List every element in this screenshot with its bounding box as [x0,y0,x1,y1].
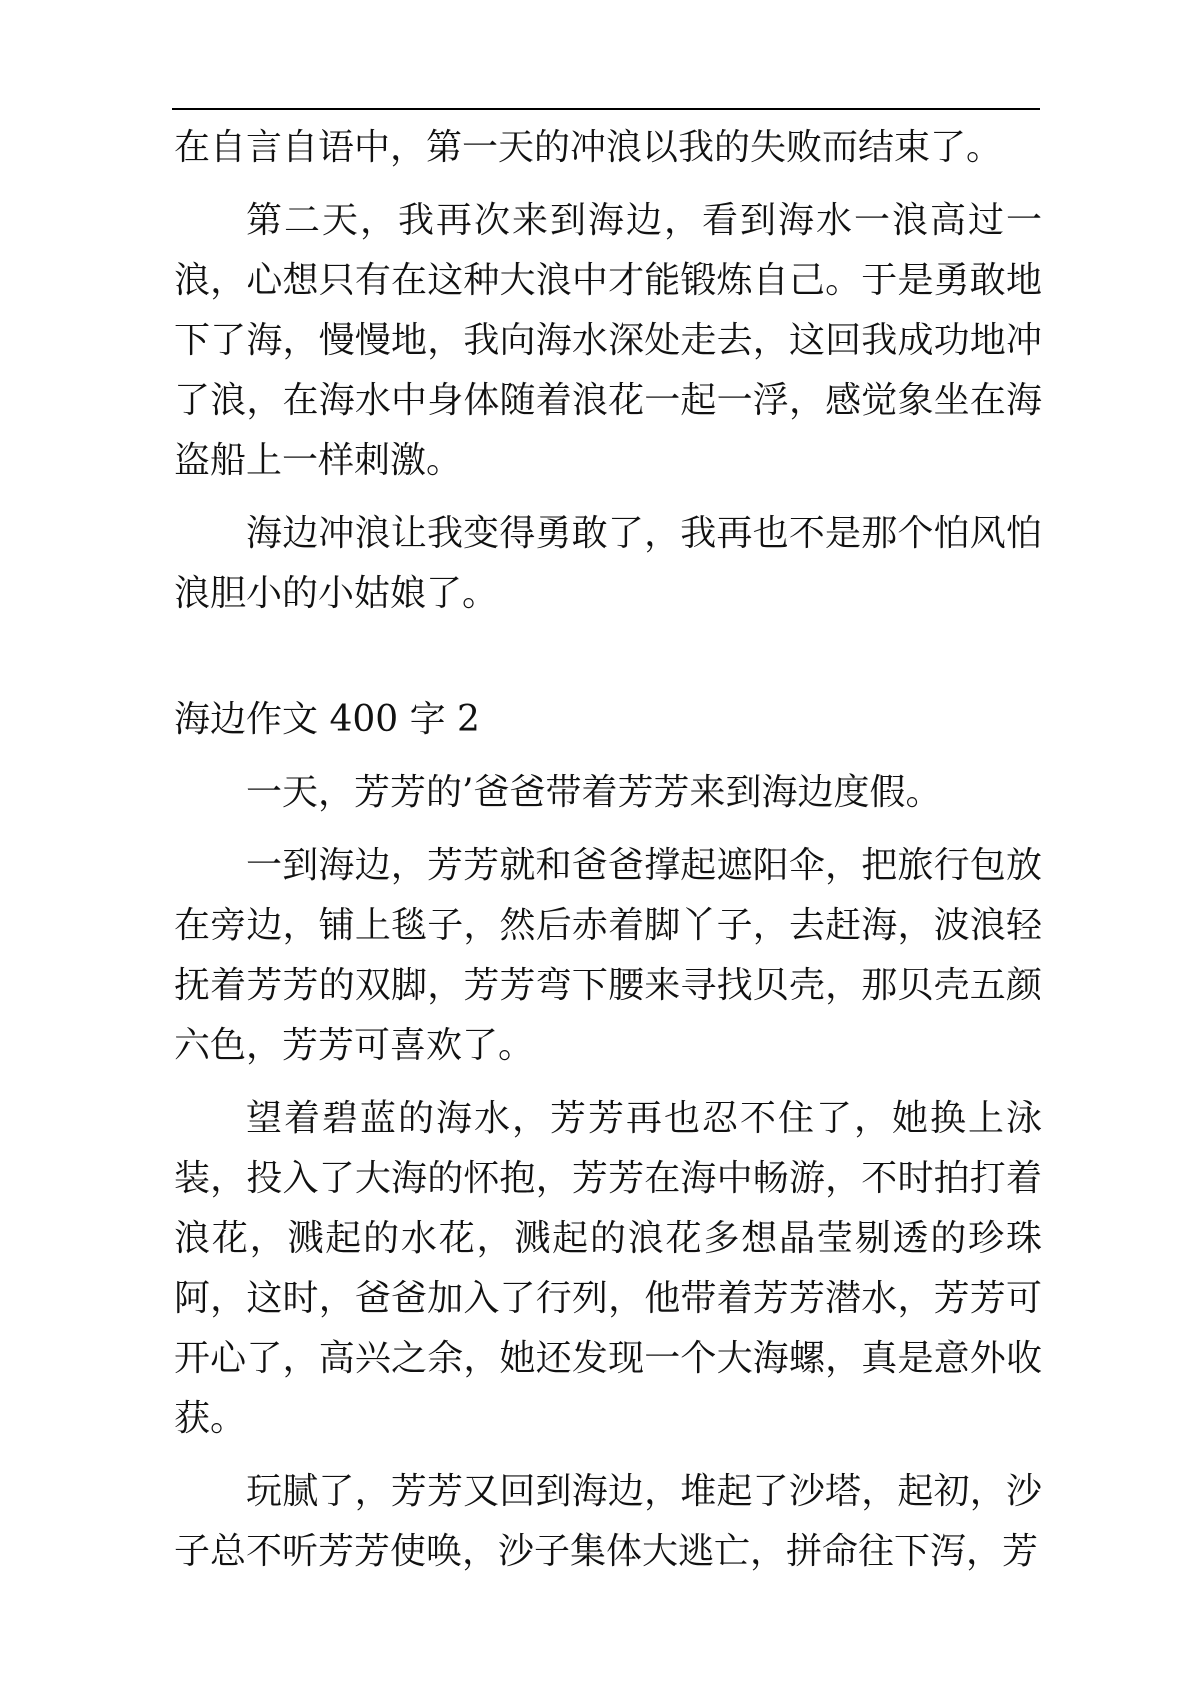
continuation-line: 在自言自语中，第一天的冲浪以我的失败而结束了。 [174,127,1003,168]
essay1-paragraph-1: 第二天，我再次来到海边，看到海水一浪高过一浪，心想只有在这种大浪中才能锻炼自己。于是勇敢地下了海，慢慢地，我向海水深处走去，这回我成功地冲了浪，在海水中身体随着浪花一起一浮，感觉象坐在海盗船上一样刺激。 [174,200,1042,481]
essay2-heading: 海边作文 400 字 2 [174,699,480,740]
essay2-paragraph-4: 玩腻了，芳芳又回到海边，堆起了沙塔，起初，沙子总不听芳芳使唤，沙子集体大逃亡，拼命往下泻，芳 [174,1471,1042,1572]
essay2-paragraph-2: 一到海边，芳芳就和爸爸撑起遮阳伞，把旅行包放在旁边，铺上毯子，然后赤着脚丫子，去赶海，波浪轻抚着芳芳的双脚，芳芳弯下腰来寻找贝壳，那贝壳五颜六色，芳芳可喜欢了。 [174,845,1042,1066]
essay2-paragraph-1: 一天，芳芳的’爸爸带着芳芳来到海边度假。 [246,772,942,813]
header-rule [172,108,1040,110]
essay1-paragraph-2: 海边冲浪让我变得勇敢了，我再也不是那个怕风怕浪胆小的小姑娘了。 [174,513,1042,614]
document-body [174,118,1042,1582]
essay2-paragraph-3: 望着碧蓝的海水，芳芳再也忍不住了，她换上泳装，投入了大海的怀抱，芳芳在海中畅游，不时拍打着浪花，溅起的水花，溅起的浪花多想晶莹剔透的珍珠阿，这时，爸爸加入了行列，他带着芳芳潜水，芳芳可开心了，高兴之余，她还发现一个大海螺，真是意外收获。 [174,1098,1042,1439]
